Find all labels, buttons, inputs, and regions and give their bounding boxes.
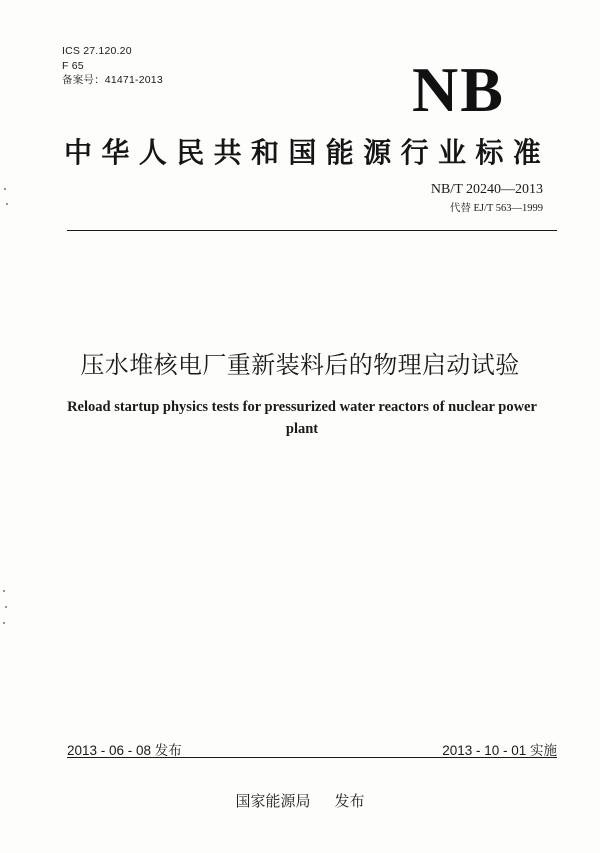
issuing-authority: [0, 790, 600, 811]
scan-speck: [3, 622, 5, 624]
document-title-english: Reload startup physics tests for pressurized water reactors of nuclear power plant: [67, 399, 537, 437]
scan-speck: [5, 606, 7, 608]
standard-type-heading: 中华人民共和国能源行业标准: [64, 136, 551, 169]
issue-date: 2013 - 06 - 08 发布: [67, 743, 182, 758]
standard-number: NB/T 20240—2013: [430, 182, 543, 197]
scan-speck: [3, 590, 5, 592]
scan-speck: [6, 203, 8, 205]
filing-number: 备案号：41471-2013: [62, 74, 163, 86]
footer-divider: [67, 757, 557, 758]
issuer-name: 国家能源局: [235, 792, 311, 810]
classification-block: [62, 44, 163, 88]
scan-speck: [4, 188, 6, 190]
header-divider: [67, 230, 557, 231]
ics-code: ICS 27.120.20: [62, 45, 132, 57]
issuer-action: 发布: [334, 792, 365, 810]
document-title-chinese: 压水堆核电厂重新装料后的物理启动试验: [80, 351, 520, 379]
nb-logo: NB: [412, 54, 505, 125]
replaces-standard: 代替 EJ/T 563—1999: [449, 203, 543, 214]
ccs-code: F 65: [62, 59, 84, 72]
implementation-date: 2013 - 10 - 01 实施: [442, 743, 557, 758]
